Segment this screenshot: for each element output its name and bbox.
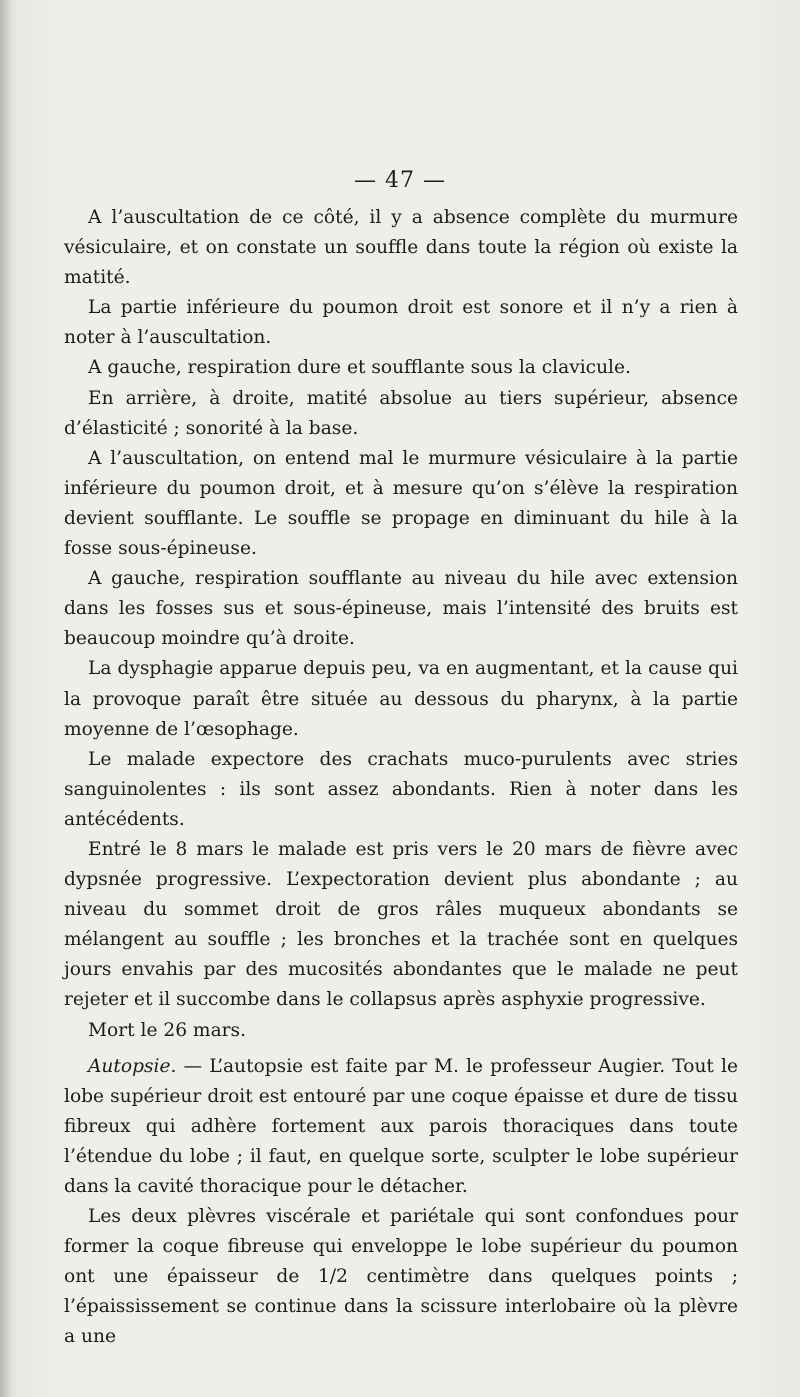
paragraph-progression: Entré le 8 mars le malade est pris vers le 20 mars de fièvre avec dypsnée progressive. L’expectoration devient plus abondante ; au niveau du sommet droit de gros râles muqueux abondants se mélangent au souffle ; les bronches et la trachée sont en quelques jours envahis par des mucosités abondantes que le malade ne peut rejeter et il succombe dans le collapsus après asphyxie progressive. bbox=[64, 838, 738, 1011]
paragraph-auscultation-right: A l’auscultation de ce côté, il y a absence complète du murmure vésiculaire, et on constate un souffle dans toute la région où existe la matité. bbox=[64, 207, 738, 289]
body-text bbox=[64, 203, 738, 1353]
paragraph-lower-lung: La partie inférieure du poumon droit est sonore et il n’y a rien à noter à l’auscultation. bbox=[64, 297, 738, 349]
paragraph-left-hile: A gauche, respiration soufflante au niveau du hile avec extension dans les fosses sus et sous-épineuse, mais l’intensité des bruits est beaucoup moindre qu’à droite. bbox=[64, 568, 738, 650]
autopsy-label: Autopsie. bbox=[88, 1055, 177, 1077]
paragraph-dysphagia: La dysphagie apparue depuis peu, va en augmentant, et la cause qui la provoque paraît être située au dessous du pharynx, à la partie moyenne de l’œsophage. bbox=[64, 658, 738, 740]
paragraph-autopsy bbox=[64, 1052, 738, 1202]
page-number: — 47 — bbox=[354, 168, 446, 193]
paragraph-left-clavicle: A gauche, respiration dure et soufflante sous la clavicule. bbox=[88, 357, 631, 379]
paragraph-expectoration: Le malade expectore des crachats muco-purulents avec stries sanguinolentes : ils sont assez abondants. Rien à noter dans les antécédents. bbox=[64, 748, 738, 830]
paragraph-vesicular-murmur: A l’auscultation, on entend mal le murmure vésiculaire à la partie inférieure du poumon droit, et à mesure qu’on s’élève la respiration devient soufflante. Le souffle se propage en diminuant du hile à la fosse sous-épineuse. bbox=[64, 447, 738, 560]
autopsy-text: — L’autopsie est faite par M. le professeur Augier. Tout le lobe supérieur droit est entouré par une coque épaisse et dure de tissu fibreux qui adhère fortement aux parois thoraciques dans toute l’étendue du lobe ; il faut, en quelque sorte, sculpter le lobe supérieur dans la cavité thoracique pour le détacher. bbox=[64, 1055, 738, 1197]
paragraph-pleura: Les deux plèvres viscérale et pariétale qui sont confondues pour former la coque fibreuse qui enveloppe le lobe supérieur du poumon ont une épaisseur de 1/2 centimètre dans quelques points ; l’épaississement se continue dans la scissure interlobaire où la plèvre a une bbox=[64, 1206, 738, 1348]
paragraph-posterior: En arrière, à droite, matité absolue au tiers supérieur, absence d’élasticité ; sonorité à la base. bbox=[64, 387, 738, 439]
page-edge-shadow bbox=[0, 0, 12, 1397]
paragraph-death: Mort le 26 mars. bbox=[88, 1019, 246, 1041]
